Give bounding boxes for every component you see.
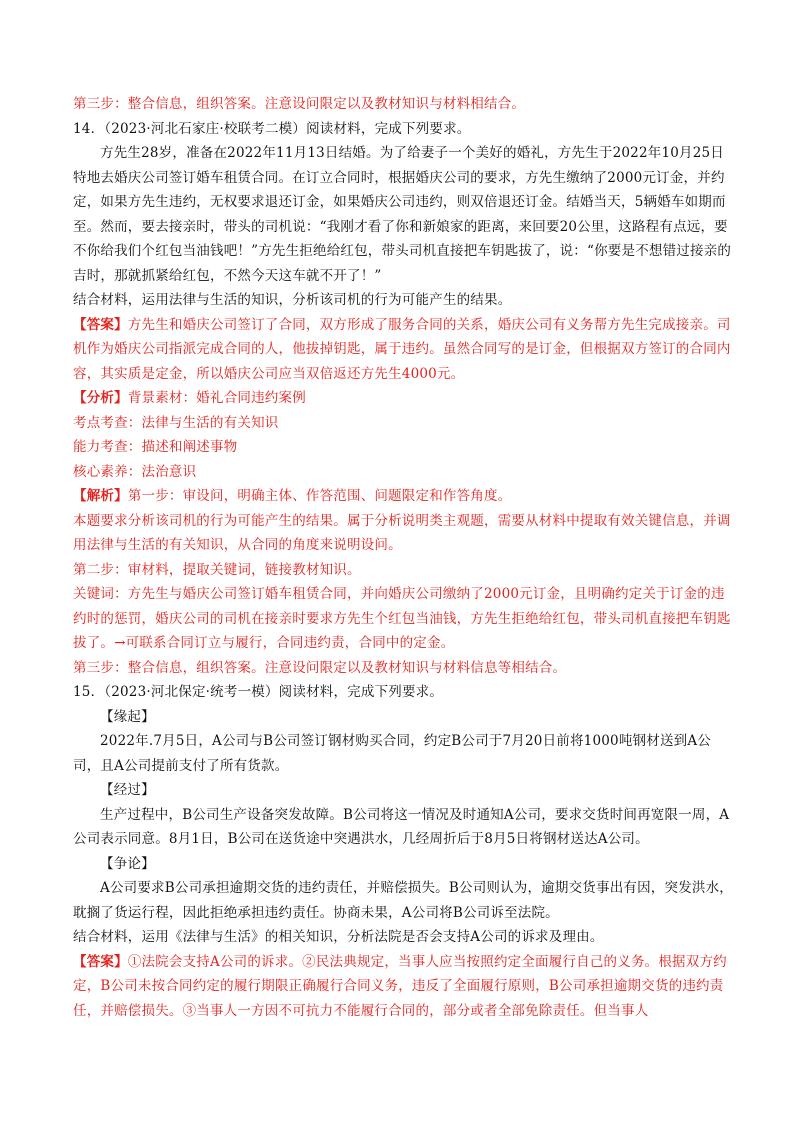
analysis-text: 背景素材：婚礼合同违约案例 — [127, 390, 306, 406]
q14-heading: 14．（2023·河北石家庄·校联考二模）阅读材料，完成下列要求。 — [73, 120, 471, 137]
q15-origin: 2022年.7月5日，A公司与B公司签订钢材购买合同，约定B公司于7月20日前将1000吨钢材送到A公司，且A公司提前支付了所有货款。 — [73, 733, 711, 774]
q15-dispute: A公司要求B公司承担逾期交货的违约责任，并赔偿损失。B公司则认为，逾期交货事出有因，突发洪水，耽搁了货运行程，因此拒绝承担违约责任。协商未果，A公司将B公司诉至法院。 — [73, 880, 733, 921]
q14-ability: 能力考查：描述和阐述事物 — [73, 439, 238, 455]
explain-text: 第一步：审设问，明确主体、作答范围、问题限定和作答角度。 — [127, 488, 512, 504]
q15-answer — [73, 950, 735, 1024]
q15-process: 生产过程中，B公司生产设备突发故障。B公司将这一情况及时通知A公司，要求交货时间再宽限一周，A公司表示同意。8月1日，B公司在送货途中突遇洪水，几经周折后于8月5日将钢材送达A公司。 — [73, 806, 730, 847]
q15-dispute-tag: 【争论】 — [100, 855, 155, 872]
q14-explain-detail: 本题要求分析该司机的行为可能产生的结果。属于分析说明类主观题，需要从材料中提取有效关键信息，并调用法律与生活的有关知识，从合同的角度来说明设问。 — [73, 512, 731, 553]
q14-keywords: 关键词：方先生与婚庆公司签订婚车租赁合同，并向婚庆公司缴纳了2000元订金，且明确约定关于订金的违约时的惩罚，婚庆公司的司机在接亲时要求方先生个红包当油钱，方先生拒绝给红包，带头司机直接把车钥匙拔了。→可联系合同订立与履行，合同违约责，合同中的定金。 — [73, 586, 731, 651]
q14-step2: 第二步：审材料，提取关键词，链接教材知识。 — [73, 561, 361, 578]
answer-tag: 【答案】 — [73, 953, 128, 970]
q14-step3: 第三步：整合信息，组织答案。注意设问限定以及教材知识与材料信息等相结合。 — [73, 659, 567, 676]
answer-text: 方先生和婚庆公司签订了合同，双方形成了服务合同的关系，婚庆公司有义务帮方先生完成接亲。司机作为婚庆公司指派完成合同的人，他拔掉钥匙，属于违约。虽然合同写的是订金，但根据双方签订的合同内容，其实质是定金，所以婚庆公司应当双倍返还方先生4000元。 — [73, 316, 731, 382]
q14-material: 方先生28岁，准备在2022年11月13日结婚。为了给妻子一个美好的婚礼，方先生于2022年10月25日特地去婚庆公司签订婚车租赁合同。在订立合同时，根据婚庆公司的要求，方先生缴纳了2000元订金，并约定，如果方先生违约，无权要求退还订金，如果婚庆公司违约，则双倍退还订金。结婚当天，5辆婚车如期而至。然而，要去接亲时，带头的司机说：“我刚才看了你和新娘家的距离，来回要20公里，这路程有点远，要不你给我们个红包当油钱吧！”方先生拒绝给红包，带头司机直接把车钥匙拔了，说：“你要是不想错过接亲的吉时，那就抓紧给红包，不然今天这车就不开了！” — [73, 145, 732, 284]
q14-analysis — [73, 386, 735, 411]
step3-line: 第三步：整合信息，组织答案。注意设问限定以及教材知识与材料相结合。 — [73, 96, 526, 112]
q15-process-tag: 【经过】 — [100, 782, 155, 798]
q14-explain — [73, 484, 735, 509]
answer-text: ①法院会支持A公司的诉求。②民法典规定，当事人应当按照约定全面履行自己的义务。根据双方约定，B公司未按合同约定的履行期限正确履行合同义务，违反了全面履行原则，B公司承担逾期交货的违约责任，并赔偿损失。③当事人一方因不可抗力不能履行合同的，部分或者全部免除责任。但当事人 — [73, 953, 727, 1019]
answer-tag: 【答案】 — [73, 316, 128, 333]
explain-tag: 【解析】 — [73, 488, 128, 504]
q14-point: 考点考查：法律与生活的有关知识 — [73, 414, 279, 431]
q14-answer — [73, 313, 735, 387]
analysis-tag: 【分析】 — [73, 390, 128, 406]
q15-heading: 15．（2023·河北保定·统考一模）阅读材料，完成下列要求。 — [73, 684, 444, 700]
q15-origin-tag: 【缘起】 — [100, 708, 155, 725]
q14-task: 结合材料，运用法律与生活的知识，分析该司机的行为可能产生的结果。 — [73, 292, 512, 308]
document-body — [73, 92, 735, 1023]
q14-literacy: 核心素养：法治意识 — [73, 463, 197, 480]
q15-task: 结合材料，运用《法律与生活》的相关知识，分析法院是否会支持A公司的诉求及理由。 — [73, 929, 604, 945]
